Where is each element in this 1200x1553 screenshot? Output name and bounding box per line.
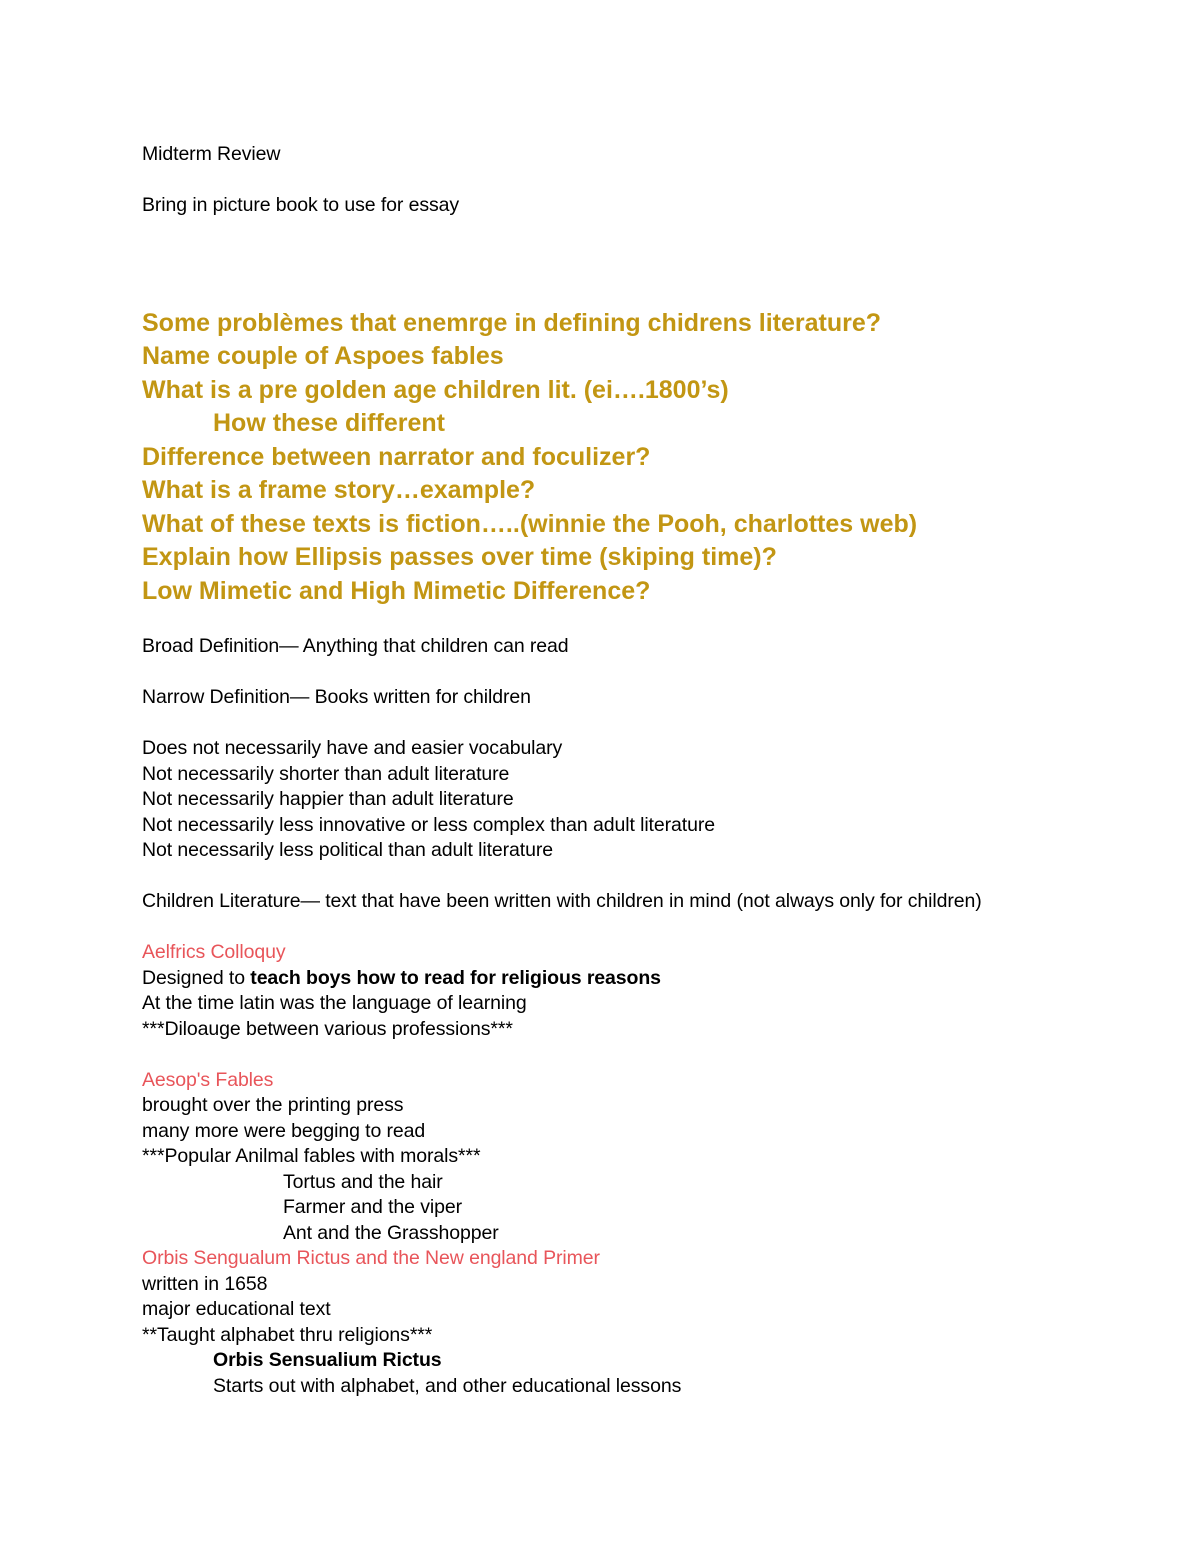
list-item: major educational text bbox=[142, 1298, 331, 1320]
section-heading: Orbis Sengualum Rictus and the New england Primer bbox=[142, 1247, 600, 1269]
document-title: Midterm Review bbox=[142, 143, 281, 165]
emphasis-text: teach boys how to read for religious reasons bbox=[250, 966, 661, 989]
aesop-section bbox=[142, 1068, 1042, 1247]
list-item: many more were begging to read bbox=[142, 1119, 426, 1142]
question-item: Low Mimetic and High Mimetic Difference? bbox=[142, 576, 651, 605]
section-heading: Aelfrics Colloquy bbox=[142, 941, 286, 963]
list-item: **Taught alphabet thru religions*** bbox=[142, 1323, 433, 1346]
question-item: What is a frame story…example? bbox=[142, 476, 536, 504]
sub-heading: Orbis Sensualium Rictus bbox=[213, 1349, 442, 1371]
list-item: Not necessarily shorter than adult literature bbox=[142, 762, 510, 785]
narrow-definition: Narrow Definition— Books written for children bbox=[142, 686, 531, 708]
question-item: Name couple of Aspoes fables bbox=[142, 342, 504, 370]
orbis-section bbox=[142, 1246, 1042, 1399]
not-necessarily-list bbox=[142, 736, 1042, 864]
question-item: Difference between narrator and foculizer? bbox=[142, 442, 651, 471]
list-item: At the time latin was the language of learning bbox=[142, 992, 527, 1014]
review-questions bbox=[142, 307, 1042, 609]
aelfrics-designed: Designed to teach boys how to read for religious reasons bbox=[142, 966, 661, 989]
section-heading: Aesop's Fables bbox=[142, 1068, 274, 1091]
list-item: Starts out with alphabet, and other educational lessons bbox=[213, 1374, 682, 1397]
fable-item: Farmer and the viper bbox=[283, 1196, 462, 1218]
question-item: What is a pre golden age children lit. (ei….1800’s) bbox=[142, 375, 729, 404]
document-page bbox=[142, 142, 1042, 1399]
list-item: brought over the printing press bbox=[142, 1094, 404, 1116]
list-item: Not necessarily less political than adult literature bbox=[142, 839, 554, 861]
fable-item: Tortus and the hair bbox=[283, 1170, 443, 1193]
broad-definition: Broad Definition— Anything that children can read bbox=[142, 635, 569, 657]
list-item: ***Popular Anilmal fables with morals*** bbox=[142, 1145, 481, 1167]
list-item: Not necessarily happier than adult literature bbox=[142, 788, 514, 810]
document-subtitle: Bring in picture book to use for essay bbox=[142, 194, 460, 216]
children-literature-definition: Children Literature— text that have been written with children in mind (not always only for children) bbox=[142, 890, 982, 912]
list-item: ***Diloauge between various professions*** bbox=[142, 1017, 513, 1040]
aelfrics-section bbox=[142, 940, 1042, 1042]
question-item: Explain how Ellipsis passes over time (skiping time)? bbox=[142, 543, 777, 571]
list-item: Does not necessarily have and easier vocabulary bbox=[142, 737, 563, 759]
list-item: Not necessarily less innovative or less complex than adult literature bbox=[142, 813, 715, 836]
question-item: What of these texts is fiction…..(winnie the Pooh, charlottes web) bbox=[142, 509, 918, 538]
fable-item: Ant and the Grasshopper bbox=[283, 1221, 499, 1244]
question-item: Some problèmes that enemrge in defining chidrens literature? bbox=[142, 308, 882, 337]
list-item: written in 1658 bbox=[142, 1272, 268, 1295]
question-item: How these different bbox=[213, 409, 445, 437]
